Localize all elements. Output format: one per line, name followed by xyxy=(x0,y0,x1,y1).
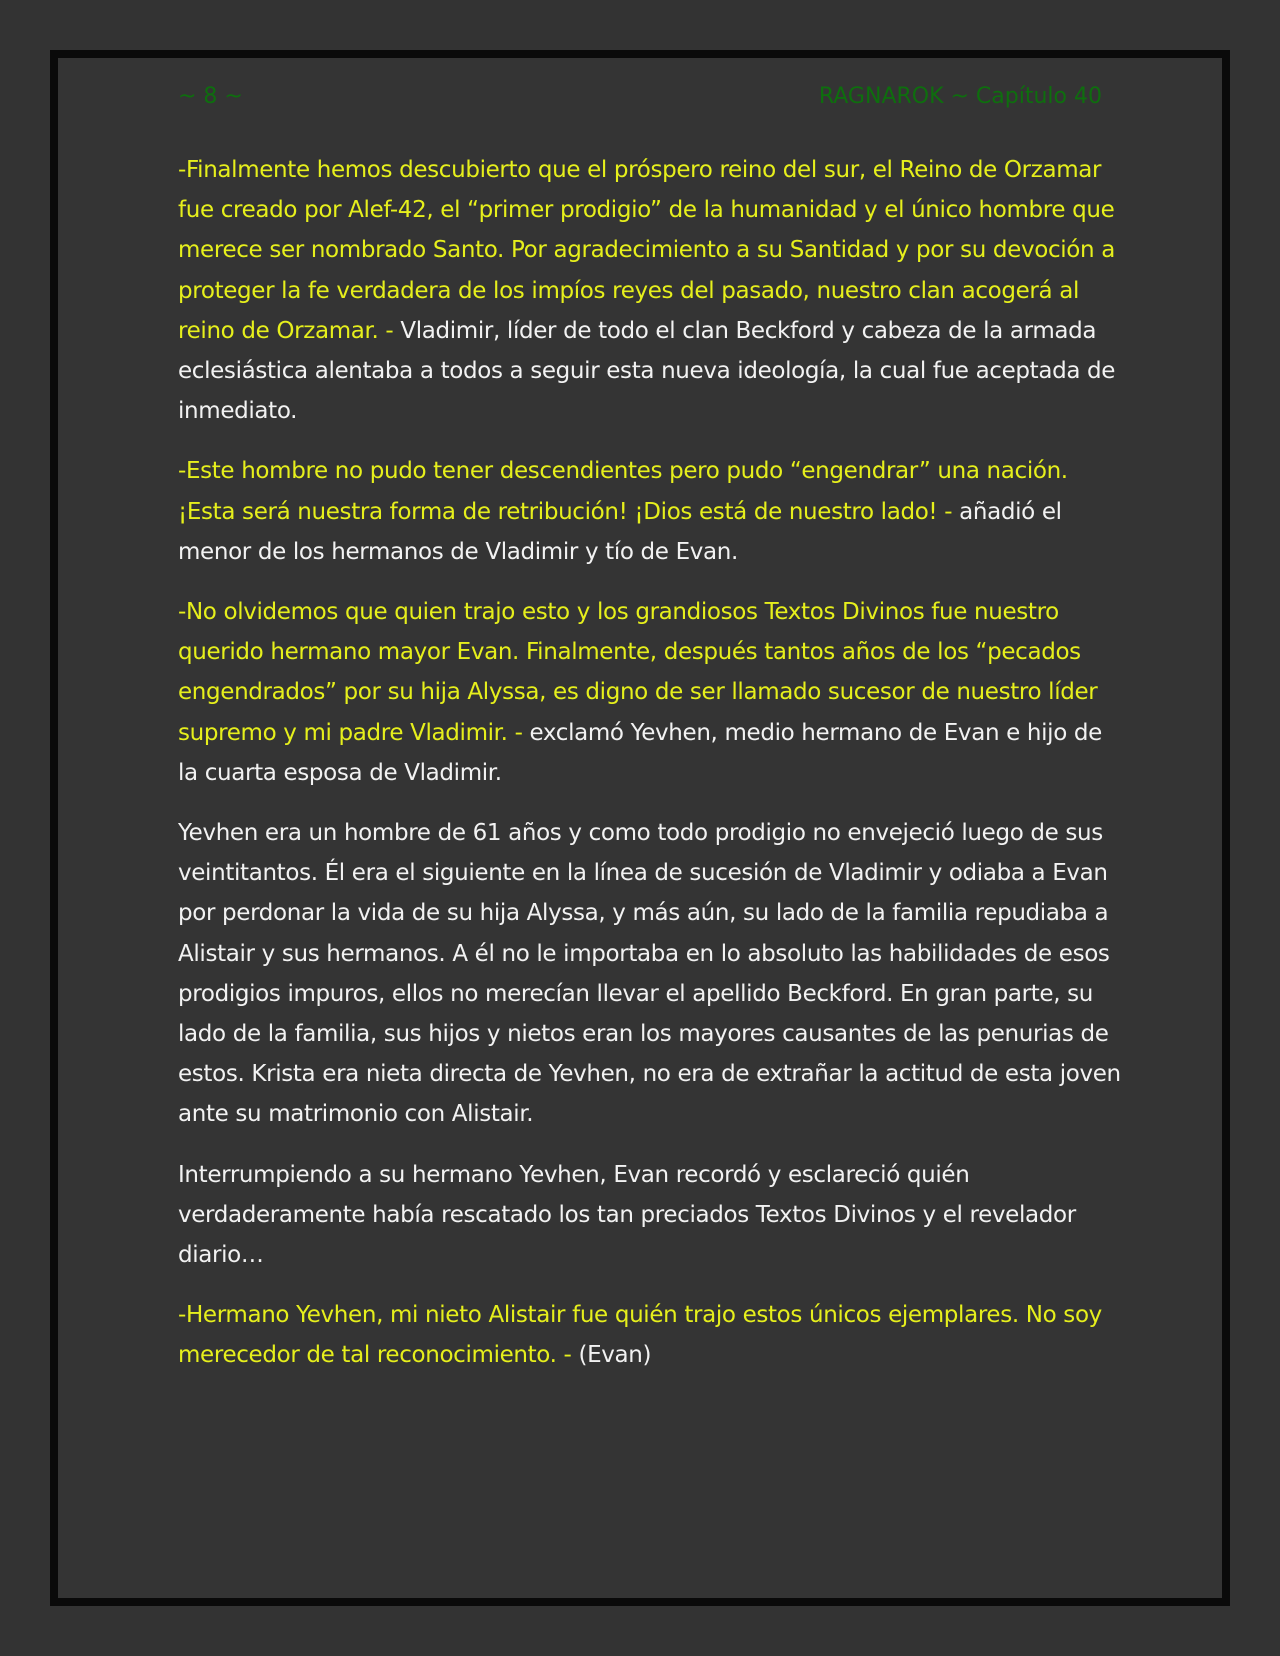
chapter-title: RAGNAROK ~ Capítulo 40 xyxy=(818,84,1102,109)
paragraph xyxy=(178,150,1128,431)
narration-text: Yevhen era un hombre de 61 años y como todo prodigio no envejeció luego de sus veintitantos. Él era el siguiente en la línea de sucesión de Vladimir y odiaba a Evan por perdonar la vida de su hija Alyssa, y más aún, su lado de la familia repudiaba a Alistair y sus hermanos. A él no le importaba en lo absoluto las habilidades de esos prodigios impuros, ellos no merecían llevar el apellido Beckford. En gran parte, su lado de la familia, sus hijos y nietos eran los mayores causantes de las penurias de estos. Krista era nieta directa de Yevhen, no era de extrañar la actitud de esta joven ante su matrimonio con Alistair. xyxy=(178,820,1121,1128)
narration-text: Vladimir, líder de todo el clan Beckford y cabeza de la armada eclesiástica alentaba a todos a seguir esta nueva ideología, la cual fue aceptada de inmediato. xyxy=(178,317,1116,425)
paragraph xyxy=(178,813,1128,1135)
narration-text: exclamó Yevhen, medio hermano de Evan e hijo de la cuarta esposa de Vladimir. xyxy=(178,719,1102,786)
narration-text: añadió el menor de los hermanos de Vladimir y tío de Evan. xyxy=(178,498,1062,565)
dialogue-text: -Hermano Yevhen, mi nieto Alistair fue quién trajo estos únicos ejemplares. No soy merecedor de tal reconocimiento. - xyxy=(178,1302,1102,1369)
narration-text: Interrumpiendo a su hermano Yevhen, Evan recordó y esclareció quién verdaderamente había rescatado los tan preciados Textos Divinos y el revelador diario… xyxy=(178,1161,1076,1269)
paragraph xyxy=(178,592,1128,793)
paragraph xyxy=(178,451,1128,572)
dialogue-text: -Este hombre no pudo tener descendientes pero pudo “engendrar” una nación. ¡Esta será nuestra forma de retribución! ¡Dios está de nuestro lado! - xyxy=(178,458,1068,525)
page-frame xyxy=(50,50,1230,1606)
page-number: ~ 8 ~ xyxy=(178,84,243,109)
narration-text: (Evan) xyxy=(571,1342,652,1369)
dialogue-text: -Finalmente hemos descubierto que el próspero reino del sur, el Reino de Orzamar fue creado por Alef-42, el “primer prodigio” de la humanidad y el único hombre que merece ser nombrado Santo. Por agradecimiento a su Santidad y por su devoción a proteger la fe verdadera de los impíos reyes del pasado, nuestro clan acogerá al reino de Orzamar. - xyxy=(178,157,1115,344)
paragraph xyxy=(178,1155,1128,1276)
dialogue-text: -No olvidemos que quien trajo esto y los grandiosos Textos Divinos fue nuestro querido hermano mayor Evan. Finalmente, después tantos años de los “pecados engendrados” por su hija Alyssa, es digno de ser llamado sucesor de nuestro líder supremo y mi padre Vladimir. - xyxy=(178,599,1098,746)
page-header xyxy=(178,84,1102,120)
page-body xyxy=(178,150,1128,1396)
paragraph xyxy=(178,1295,1128,1375)
